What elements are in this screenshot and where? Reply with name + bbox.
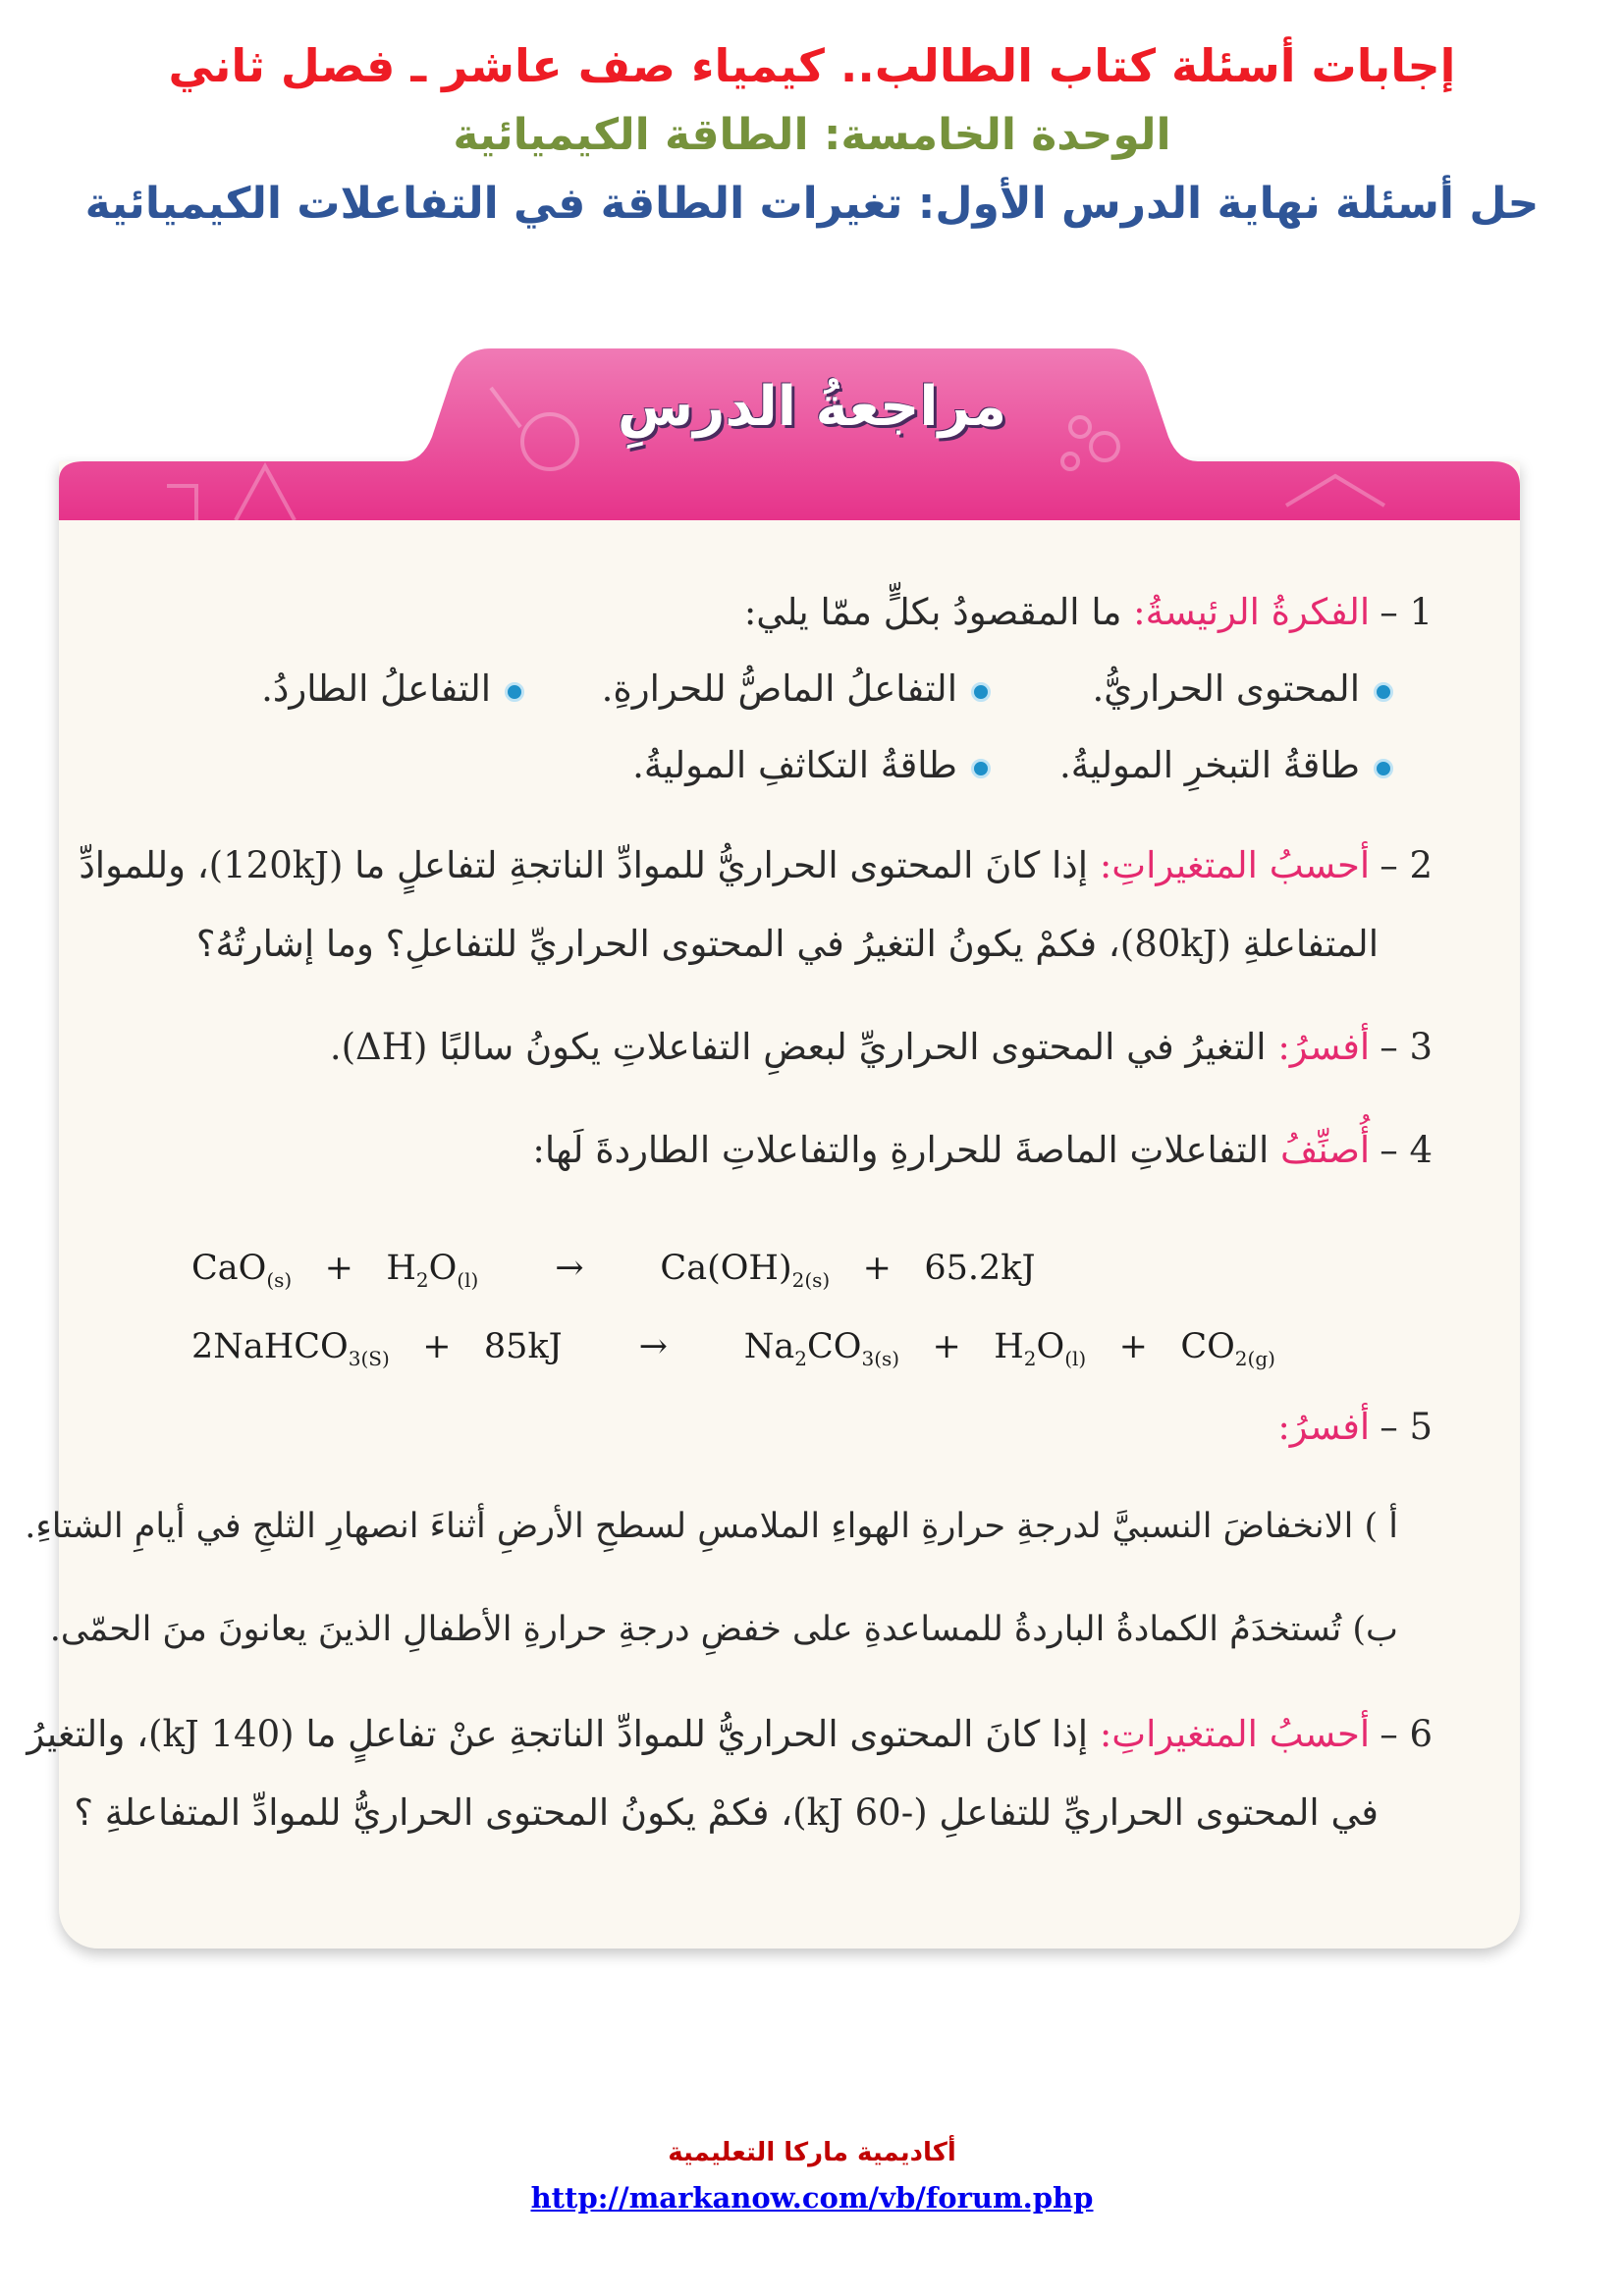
bullet-icon bbox=[971, 682, 991, 702]
term-list-item bbox=[1059, 744, 1393, 786]
bullet-icon bbox=[971, 759, 991, 778]
question-key: أفسرُ: bbox=[1277, 1026, 1371, 1068]
question-text: ما المقصودُ بكلٍّ ممّا يلي: bbox=[743, 591, 1134, 633]
equation-2: 2NaHCO$_{3(S)}$ + 85kJ → $Na_2CO_{3(s)}$ + $H_2O_{(l)}$ + $CO_{2(g)}$ bbox=[191, 1327, 1275, 1370]
question-key: أحسبُ المتغيراتِ: bbox=[1099, 844, 1371, 886]
forum-url-link[interactable]: http://markanow.com/vb/forum.php bbox=[530, 2181, 1094, 2215]
term-list-item bbox=[632, 744, 991, 786]
term-text: المحتوى الحراريُّ. bbox=[1092, 667, 1360, 710]
reaction-arrow-icon: → bbox=[638, 1327, 668, 1366]
question-number: 1 – bbox=[1380, 591, 1433, 633]
bullet-icon bbox=[1374, 682, 1393, 702]
question-6 bbox=[27, 1713, 1433, 1755]
question-6-continued: في المحتوى الحراريِّ للتفاعلِ (-60 kJ)، فكمْ يكونُ المحتوى الحراريُّ للموادِّ المتفاعلةِ ؟ bbox=[74, 1791, 1379, 1834]
question-key: الفكرةُ الرئيسةُ: bbox=[1133, 591, 1371, 633]
question-key: أُصنِّفُ bbox=[1280, 1129, 1371, 1171]
term-text: طاقةُ التكاثفِ الموليةُ. bbox=[632, 744, 957, 786]
bullet-icon bbox=[505, 682, 524, 702]
question-number: 6 – bbox=[1380, 1713, 1433, 1755]
reaction-arrow-icon: → bbox=[555, 1249, 584, 1288]
equation-1: CaO$_{(s)}$ + $H_2O_{(l)}$ → $Ca(OH)_{2(s)}$ + 65.2kJ bbox=[191, 1249, 1036, 1292]
bullet-icon bbox=[1374, 759, 1393, 778]
review-title: مراجعةُ الدرسِ bbox=[617, 375, 1007, 439]
term-list-item bbox=[261, 667, 524, 710]
question-5 bbox=[1277, 1406, 1433, 1448]
question-4 bbox=[532, 1129, 1433, 1171]
question-number: 3 – bbox=[1380, 1026, 1433, 1068]
question-text: التفاعلاتِ الماصةَ للحرارةِ والتفاعلاتِ الطاردةَ لَها: bbox=[532, 1129, 1281, 1171]
question-number: 5 – bbox=[1380, 1406, 1433, 1448]
header-title: إجابات أسئلة كتاب الطالب.. كيمياء صف عاشر ـ فصل ثاني bbox=[168, 39, 1456, 92]
footer-link[interactable] bbox=[0, 2181, 1624, 2215]
question-1 bbox=[744, 591, 1433, 633]
question-text: إذا كانَ المحتوى الحراريُّ للموادِّ الناتجةِ لتفاعلٍ ما (120kJ)، وللموادِّ bbox=[79, 844, 1100, 886]
question-number: 2 – bbox=[1380, 844, 1433, 886]
question-key: أحسبُ المتغيراتِ: bbox=[1099, 1713, 1371, 1755]
term-text: التفاعلُ الماصُّ للحرارةِ. bbox=[601, 667, 957, 710]
question-text: إذا كانَ المحتوى الحراريُّ للموادِّ الناتجةِ عنْ تفاعلٍ ما (140 kJ)، والتغيرُ bbox=[27, 1713, 1100, 1755]
footer-academy: أكاديمية ماركا التعليمية bbox=[668, 2138, 956, 2167]
lesson-title: حل أسئلة نهاية الدرس الأول: تغيرات الطاقة في التفاعلات الكيميائية bbox=[84, 179, 1540, 229]
question-5-part-a: أ ) الانخفاضَ النسبيَّ لدرجةِ حرارةِ الهواءِ الملامسِ لسطحِ الأرضِ أثناءَ انصهارِ الثلجِ في أيامِ الشتاءِ. bbox=[25, 1507, 1398, 1546]
question-5-part-b: ب) تُستخدَمُ الكمادةُ الباردةُ للمساعدةِ على خفضِ درجةِ حرارةِ الأطفالِ الذينَ يعانونَ منَ الحمّى. bbox=[49, 1610, 1398, 1649]
term-text: طاقةُ التبخرِ الموليةُ. bbox=[1058, 744, 1360, 786]
question-2-continued: المتفاعلةِ (80kJ)، فكمْ يكونُ التغيرُ في المحتوى الحراريِّ للتفاعلِ؟ وما إشارتُهُ؟ bbox=[195, 923, 1379, 965]
question-2 bbox=[79, 844, 1433, 886]
term-list-item bbox=[602, 667, 991, 710]
term-list-item bbox=[1092, 667, 1393, 710]
question-text: التغيرُ في المحتوى الحراريِّ لبعضِ التفاعلاتِ يكونُ سالبًا (ΔH). bbox=[329, 1026, 1278, 1068]
term-text: التفاعلُ الطاردُ. bbox=[261, 667, 491, 710]
question-3 bbox=[330, 1026, 1433, 1068]
question-key: أفسرُ: bbox=[1277, 1406, 1371, 1448]
question-number: 4 – bbox=[1380, 1129, 1433, 1171]
unit-title: الوحدة الخامسة: الطاقة الكيميائية bbox=[453, 110, 1171, 160]
